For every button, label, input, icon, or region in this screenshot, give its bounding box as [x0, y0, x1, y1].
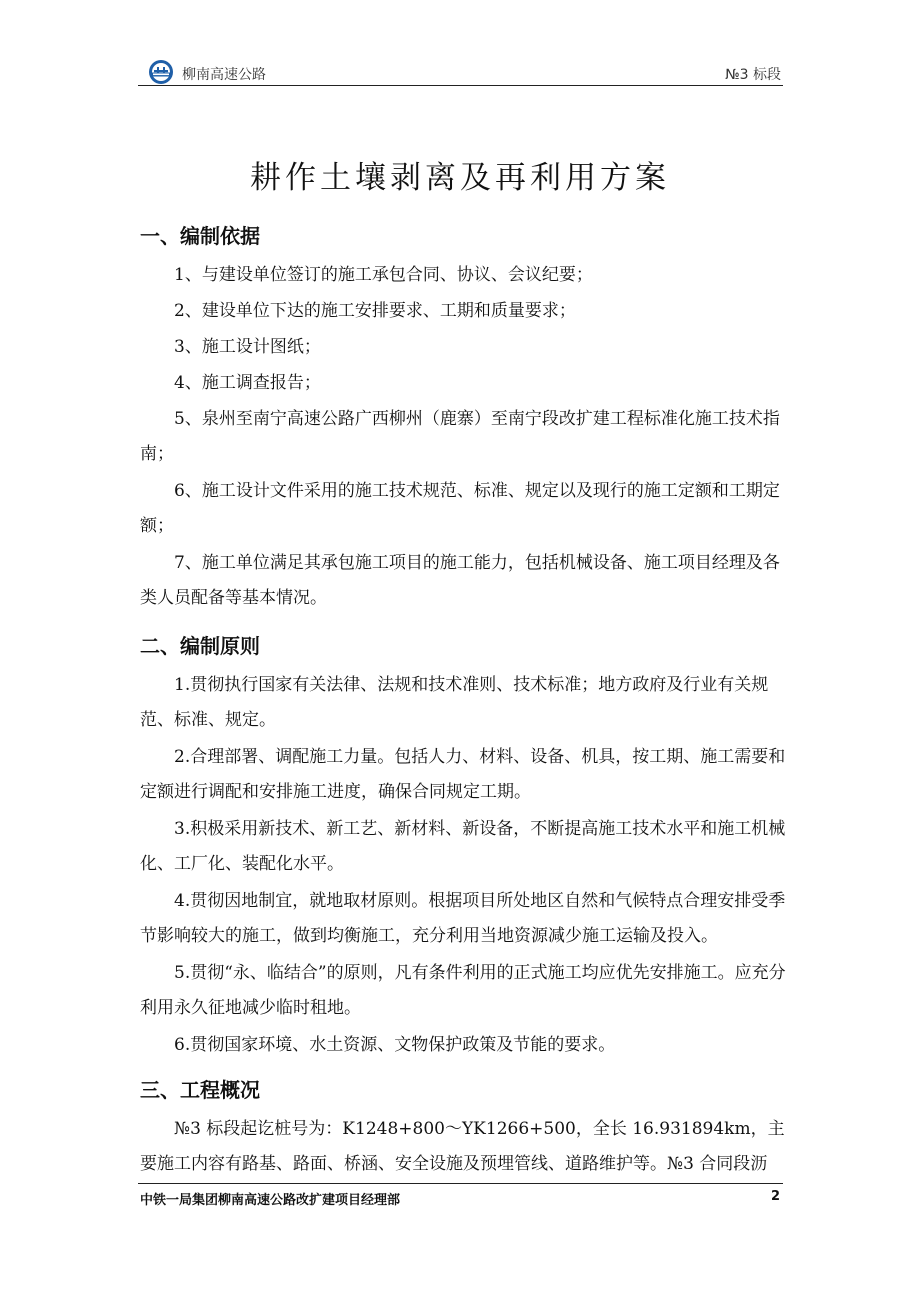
list-item: 2、建设单位下达的施工安排要求、工期和质量要求； [174, 301, 576, 321]
list-item: 4.贯彻因地制宜，就地取材原则。根据项目所处地区自然和气候特点合理安排受季节影响较大的施工，做到均衡施工，充分利用当地资源减少施工运输及投入。 [140, 891, 786, 946]
list-item: 3、施工设计图纸； [174, 337, 321, 357]
list-item: 3.积极采用新技术、新工艺、新材料、新设备，不断提高施工技术水平和施工机械化、工厂化、装配化水平。 [140, 819, 786, 874]
list-item: 1.贯彻执行国家有关法律、法规和技术准则、技术标准；地方政府及行业有关规范、标准、规定。 [140, 675, 769, 730]
overview-paragraph: №3 标段起讫桩号为：K1248+800～YK1266+500，全长 16.931894km，主要施工内容有路基、路面、桥涵、安全设施及预埋管线、道路维护等。№3 合同段沥 [140, 1119, 785, 1174]
footer-divider [138, 1183, 783, 1184]
company-logo-icon [148, 59, 174, 85]
list-item: 4、施工调查报告； [174, 373, 321, 393]
list-item: 5.贯彻“永、临结合”的原则，凡有条件利用的正式施工均应优先安排施工。应充分利用永久征地减少临时租地。 [140, 963, 786, 1018]
page-header [140, 56, 783, 86]
section-heading-principles: 二、编制原则 [140, 634, 260, 658]
list-item: 2.合理部署、调配施工力量。包括人力、材料、设备、机具，按工期、施工需要和定额进行调配和安排施工进度，确保合同规定工期。 [140, 747, 786, 802]
page-number: 2 [771, 1189, 781, 1204]
list-item: 1、与建设单位签订的施工承包合同、协议、会议纪要； [174, 265, 593, 285]
list-item: 5、泉州至南宁高速公路广西柳州（鹿寨）至南宁段改扩建工程标准化施工技术指南； [140, 409, 780, 464]
list-item: 7、施工单位满足其承包施工项目的施工能力，包括机械设备、施工项目经理及各类人员配备等基本情况。 [140, 553, 780, 608]
section-heading-overview: 三、工程概况 [140, 1078, 260, 1102]
list-item: 6、施工设计文件采用的施工技术规范、标准、规定以及现行的施工定额和工期定额； [140, 481, 780, 536]
list-item: 6.贯彻国家环境、水土资源、文物保护政策及节能的要求。 [174, 1035, 616, 1055]
header-project-name: 柳南高速公路 [182, 67, 266, 83]
page-title: 耕作土壤剥离及再利用方案 [250, 160, 670, 196]
footer-organization: 中铁一局集团柳南高速公路改扩建项目经理部 [140, 1193, 401, 1208]
header-section-label: №3 标段 [725, 67, 781, 83]
section-heading-basis: 一、编制依据 [140, 224, 260, 248]
header-divider [138, 85, 783, 86]
